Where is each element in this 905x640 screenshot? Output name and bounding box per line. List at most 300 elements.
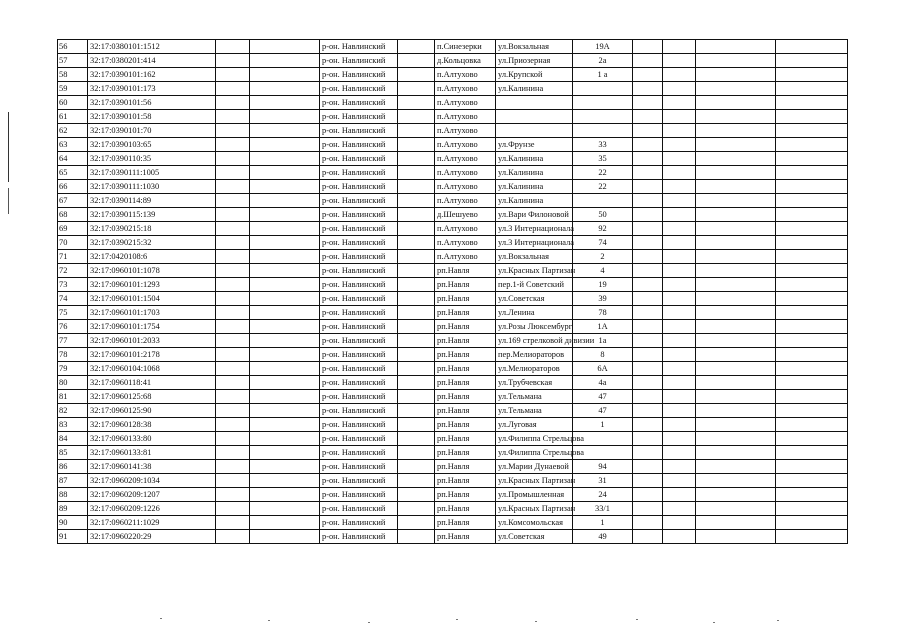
table-row [58,194,848,208]
table-row [58,208,848,222]
cell-locality: п.Алтухово [435,194,496,208]
empty-cell [398,222,435,236]
empty-cell [216,82,250,96]
cell-district: р-он. Навлинский [320,96,398,110]
empty-cell [696,264,776,278]
empty-cell [776,376,848,390]
empty-cell [216,264,250,278]
cell-locality: рп.Навля [435,474,496,488]
empty-cell [398,194,435,208]
cell-locality: рп.Навля [435,460,496,474]
empty-cell [250,432,320,446]
empty-cell [250,278,320,292]
empty-cell [250,96,320,110]
cell-cadastral: 32:17:0960101:1078 [88,264,216,278]
cell-house: 78 [573,306,633,320]
empty-cell [776,222,848,236]
cell-house: 74 [573,236,633,250]
cell-house [573,194,633,208]
cell-district: р-он. Навлинский [320,278,398,292]
cell-locality: п.Алтухово [435,250,496,264]
cell-num: 63 [58,138,88,152]
empty-cell [663,474,696,488]
empty-cell [398,530,435,544]
cell-house: 31 [573,474,633,488]
empty-cell [696,390,776,404]
table-row [58,68,848,82]
empty-cell [250,376,320,390]
empty-cell [663,446,696,460]
cell-district: р-он. Навлинский [320,152,398,166]
cell-house: 35 [573,152,633,166]
table-row [58,264,848,278]
empty-cell [663,264,696,278]
empty-cell [696,82,776,96]
empty-cell [633,432,663,446]
cell-street: ул.Тельмана [496,404,573,418]
empty-cell [776,278,848,292]
cell-street: ул.Калинина [496,82,573,96]
empty-cell [663,166,696,180]
cell-locality: рп.Навля [435,278,496,292]
empty-cell [250,446,320,460]
empty-cell [250,320,320,334]
cell-district: р-он. Навлинский [320,488,398,502]
cell-cadastral: 32:17:0960141:38 [88,460,216,474]
empty-cell [633,530,663,544]
cell-cadastral: 32:17:0960118:41 [88,376,216,390]
table-row [58,82,848,96]
cell-house: 50 [573,208,633,222]
empty-cell [696,334,776,348]
cell-street: ул.Калинина [496,180,573,194]
cell-street: ул.Комсомольская [496,516,573,530]
table-row [58,236,848,250]
cell-street: ул.Советская [496,292,573,306]
empty-cell [250,194,320,208]
table-row [58,404,848,418]
table-row [58,488,848,502]
cell-house [573,124,633,138]
empty-cell [250,306,320,320]
empty-cell [696,180,776,194]
empty-cell [250,516,320,530]
cell-house: 92 [573,222,633,236]
cell-house: 1А [573,320,633,334]
cell-num: 57 [58,54,88,68]
cell-cadastral: 32:17:0390114:89 [88,194,216,208]
empty-cell [776,194,848,208]
empty-cell [696,292,776,306]
empty-cell [633,306,663,320]
empty-cell [633,334,663,348]
table-row [58,460,848,474]
empty-cell [696,488,776,502]
empty-cell [250,334,320,348]
cell-street: ул.Промышленная [496,488,573,502]
empty-cell [398,124,435,138]
empty-cell [398,208,435,222]
empty-cell [663,250,696,264]
cell-locality: рп.Навля [435,404,496,418]
empty-cell [776,96,848,110]
empty-cell [663,152,696,166]
cell-district: р-он. Навлинский [320,208,398,222]
cell-street: ул.Вокзальная [496,250,573,264]
cell-num: 71 [58,250,88,264]
property-registry-table [57,39,848,544]
table-row [58,390,848,404]
empty-cell [398,502,435,516]
cell-street: ул.Красных Партизан [496,502,573,516]
empty-cell [216,376,250,390]
cell-cadastral: 32:17:0960125:90 [88,404,216,418]
cell-num: 85 [58,446,88,460]
empty-cell [398,376,435,390]
cell-cadastral: 32:17:0960101:2178 [88,348,216,362]
empty-cell [398,306,435,320]
cell-district: р-он. Навлинский [320,474,398,488]
empty-cell [633,236,663,250]
empty-cell [696,96,776,110]
empty-cell [398,54,435,68]
empty-cell [216,138,250,152]
cell-district: р-он. Навлинский [320,166,398,180]
cell-cadastral: 32:17:0960101:1703 [88,306,216,320]
cell-house: 1а [573,334,633,348]
cell-street: пер.Мелиораторов [496,348,573,362]
empty-cell [250,138,320,152]
empty-cell [398,334,435,348]
cell-street: ул.3 Интернационала [496,222,573,236]
cell-house: 22 [573,180,633,194]
cell-street [496,110,573,124]
table-row [58,54,848,68]
empty-cell [633,418,663,432]
cell-num: 61 [58,110,88,124]
table-row [58,320,848,334]
cell-district: р-он. Навлинский [320,306,398,320]
cell-num: 66 [58,180,88,194]
empty-cell [696,376,776,390]
empty-cell [776,502,848,516]
cell-cadastral: 32:17:0960101:1293 [88,278,216,292]
cell-house: 94 [573,460,633,474]
empty-cell [696,432,776,446]
empty-cell [663,418,696,432]
cell-district: р-он. Навлинский [320,404,398,418]
table-row [58,222,848,236]
cell-locality: рп.Навля [435,264,496,278]
empty-cell [250,292,320,306]
empty-cell [696,516,776,530]
cell-district: р-он. Навлинский [320,376,398,390]
cell-locality: рп.Навля [435,418,496,432]
cell-num: 70 [58,236,88,250]
empty-cell [250,110,320,124]
empty-cell [663,460,696,474]
cell-house: 2 [573,250,633,264]
empty-cell [250,530,320,544]
empty-cell [633,460,663,474]
empty-cell [776,432,848,446]
cell-locality: д.Кольцовка [435,54,496,68]
cell-district: р-он. Навлинский [320,54,398,68]
table-row [58,530,848,544]
empty-cell [216,530,250,544]
empty-cell [216,488,250,502]
empty-cell [216,460,250,474]
scan-edge-mark [8,188,9,214]
empty-cell [216,334,250,348]
cell-num: 84 [58,432,88,446]
cell-street: ул.Калинина [496,152,573,166]
empty-cell [250,68,320,82]
empty-cell [776,488,848,502]
cell-locality: п.Алтухово [435,166,496,180]
empty-cell [216,502,250,516]
table-row [58,474,848,488]
empty-cell [663,376,696,390]
cell-house: 8 [573,348,633,362]
cell-cadastral: 32:17:0380101:1512 [88,40,216,54]
empty-cell [398,264,435,278]
cell-street: ул.Вокзальная [496,40,573,54]
cell-street: ул.Тельмана [496,390,573,404]
cell-locality: п.Синезерки [435,40,496,54]
table-row [58,250,848,264]
empty-cell [398,68,435,82]
empty-cell [663,138,696,152]
empty-cell [776,180,848,194]
cell-locality: рп.Навля [435,292,496,306]
empty-cell [216,404,250,418]
table-row [58,180,848,194]
cell-district: р-он. Навлинский [320,320,398,334]
empty-cell [663,82,696,96]
empty-cell [663,488,696,502]
empty-cell [663,404,696,418]
cell-street: ул.Советская [496,530,573,544]
cell-locality: рп.Навля [435,334,496,348]
cell-num: 72 [58,264,88,278]
cell-street: ул.Мелиораторов [496,362,573,376]
empty-cell [398,446,435,460]
cell-house [573,110,633,124]
scan-edge-mark [8,112,9,182]
cell-street: ул.Калинина [496,166,573,180]
empty-cell [398,418,435,432]
table-row [58,138,848,152]
cell-district: р-он. Навлинский [320,124,398,138]
empty-cell [216,306,250,320]
empty-cell [250,54,320,68]
empty-cell [696,278,776,292]
empty-cell [696,250,776,264]
cell-cadastral: 32:17:0390115:139 [88,208,216,222]
cell-cadastral: 32:17:0390101:173 [88,82,216,96]
empty-cell [216,418,250,432]
empty-cell [633,362,663,376]
empty-cell [663,334,696,348]
table-row [58,152,848,166]
empty-cell [633,40,663,54]
empty-cell [696,404,776,418]
empty-cell [696,54,776,68]
empty-cell [776,110,848,124]
table-row [58,124,848,138]
empty-cell [216,390,250,404]
empty-cell [250,502,320,516]
empty-cell [663,96,696,110]
cell-district: р-он. Навлинский [320,362,398,376]
cell-district: р-он. Навлинский [320,516,398,530]
empty-cell [696,530,776,544]
cell-locality: рп.Навля [435,446,496,460]
empty-cell [633,516,663,530]
empty-cell [216,250,250,264]
empty-cell [696,306,776,320]
empty-cell [696,68,776,82]
cell-cadastral: 32:17:0960133:81 [88,446,216,460]
empty-cell [398,166,435,180]
empty-cell [776,348,848,362]
cell-house: 4 [573,264,633,278]
cell-street [496,96,573,110]
empty-cell [663,208,696,222]
cell-street: ул.Филиппа Стрельцова [496,432,573,446]
cell-street: ул.Филиппа Стрельцова [496,446,573,460]
table-row [58,278,848,292]
empty-cell [776,250,848,264]
cell-house: 1 [573,418,633,432]
empty-cell [663,390,696,404]
cell-num: 62 [58,124,88,138]
cell-locality: рп.Навля [435,390,496,404]
cell-cadastral: 32:17:0960101:2033 [88,334,216,348]
cell-street: ул.3 Интернационала [496,236,573,250]
empty-cell [663,278,696,292]
cell-cadastral: 32:17:0390101:70 [88,124,216,138]
cell-num: 89 [58,502,88,516]
empty-cell [250,460,320,474]
cell-cadastral: 32:17:0390111:1005 [88,166,216,180]
cell-locality: рп.Навля [435,530,496,544]
empty-cell [663,432,696,446]
cell-district: р-он. Навлинский [320,82,398,96]
empty-cell [663,362,696,376]
cell-locality: рп.Навля [435,320,496,334]
empty-cell [776,82,848,96]
empty-cell [696,138,776,152]
empty-cell [216,292,250,306]
cell-num: 78 [58,348,88,362]
empty-cell [633,138,663,152]
empty-cell [216,446,250,460]
empty-cell [633,54,663,68]
cell-cadastral: 32:17:0960220:29 [88,530,216,544]
cell-street [496,124,573,138]
empty-cell [398,110,435,124]
empty-cell [776,152,848,166]
cell-district: р-он. Навлинский [320,180,398,194]
cell-cadastral: 32:17:0390101:162 [88,68,216,82]
cell-street: ул.Фрунзе [496,138,573,152]
cell-num: 82 [58,404,88,418]
empty-cell [398,96,435,110]
empty-cell [663,530,696,544]
cell-house [573,82,633,96]
table-row [58,40,848,54]
empty-cell [216,208,250,222]
cell-locality: п.Алтухово [435,124,496,138]
cell-district: р-он. Навлинский [320,530,398,544]
empty-cell [633,320,663,334]
cell-num: 64 [58,152,88,166]
cell-house: 22 [573,166,633,180]
empty-cell [633,404,663,418]
empty-cell [216,166,250,180]
cell-cadastral: 32:17:0960211:1029 [88,516,216,530]
cell-cadastral: 32:17:0390103:65 [88,138,216,152]
table-row [58,348,848,362]
cell-district: р-он. Навлинский [320,446,398,460]
cell-num: 88 [58,488,88,502]
empty-cell [663,124,696,138]
empty-cell [663,68,696,82]
empty-cell [776,208,848,222]
empty-cell [776,68,848,82]
empty-cell [633,278,663,292]
cell-locality: рп.Навля [435,488,496,502]
cell-locality: п.Алтухово [435,96,496,110]
cell-house: 2а [573,54,633,68]
cell-cadastral: 32:17:0960209:1226 [88,502,216,516]
cell-street: ул.Калинина [496,194,573,208]
empty-cell [250,250,320,264]
table-row [58,166,848,180]
empty-cell [776,446,848,460]
cell-house: 24 [573,488,633,502]
cell-cadastral: 32:17:0960133:80 [88,432,216,446]
cell-locality: рп.Навля [435,348,496,362]
table-row [58,334,848,348]
table-row [58,292,848,306]
empty-cell [696,40,776,54]
cell-district: р-он. Навлинский [320,264,398,278]
cell-district: р-он. Навлинский [320,432,398,446]
cell-house: 33/1 [573,502,633,516]
cell-cadastral: 32:17:0960125:68 [88,390,216,404]
empty-cell [776,404,848,418]
table-row [58,362,848,376]
empty-cell [398,460,435,474]
empty-cell [663,222,696,236]
empty-cell [633,208,663,222]
empty-cell [633,180,663,194]
cell-district: р-он. Навлинский [320,418,398,432]
cell-num: 68 [58,208,88,222]
empty-cell [696,418,776,432]
cell-num: 74 [58,292,88,306]
empty-cell [663,348,696,362]
empty-cell [776,306,848,320]
cell-cadastral: 32:17:0390101:56 [88,96,216,110]
empty-cell [633,82,663,96]
empty-cell [398,348,435,362]
empty-cell [216,362,250,376]
empty-cell [398,236,435,250]
